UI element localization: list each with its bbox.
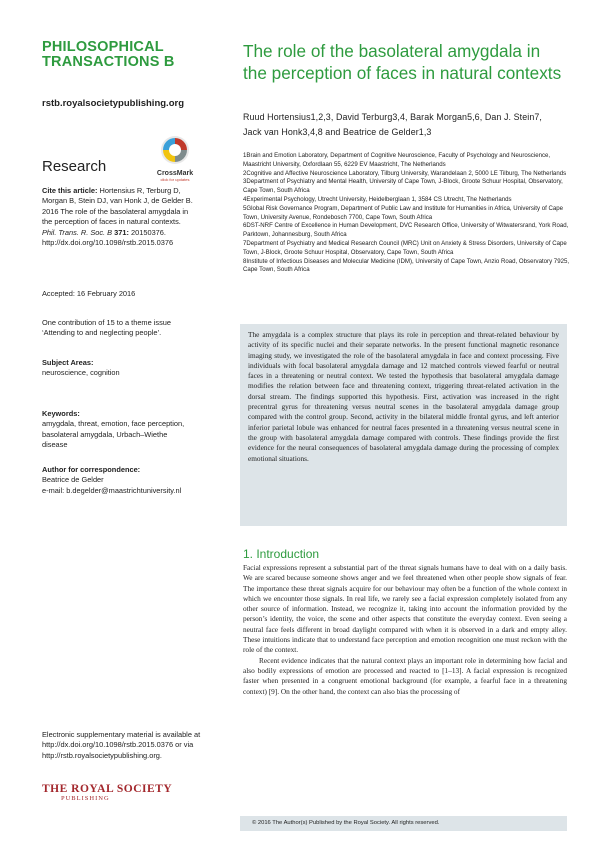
publisher-logo bbox=[42, 783, 202, 802]
crossmark-badge[interactable] bbox=[150, 135, 200, 181]
subject-areas-heading: Subject Areas: bbox=[42, 358, 94, 367]
subject-areas-text: neuroscience, cognition bbox=[42, 368, 120, 378]
copyright-text: © 2016 The Author(s) Published by the Royal Society. All rights reserved. bbox=[252, 820, 440, 826]
affiliation-item: 6DST-NRF Centre of Excellence in Human Development, DVC Research Office, University of Witwatersrand, York Road, Parktown, Johannesburg, South Africa bbox=[243, 222, 569, 239]
affiliation-item: 8Institute of Infectious Diseases and Molecular Medicine (IDM), University of Cape Town, Anzio Road, Observatory 7925, Cape Town, South Africa bbox=[243, 257, 570, 274]
affiliation-item: 2Cognitive and Affective Neuroscience Laboratory, Tilburg University, Warandelaan 2, 5000 LE Tilburg, The Netherlands bbox=[243, 169, 567, 177]
affiliation-item: 3Department of Psychiatry and Mental Health, University of Cape Town, J-Block, Groote Schuur Hospital, Observatory, Cape Town, South Africa bbox=[243, 178, 563, 195]
subject-areas bbox=[42, 358, 194, 379]
journal-name-line2: TRANSACTIONS B bbox=[42, 54, 175, 70]
correspondence bbox=[42, 465, 194, 496]
theme-issue-note: One contribution of 15 to a theme issue ‘Attending to and neglecting people’. bbox=[42, 318, 172, 338]
supplementary-note: Electronic supplementary material is available at http://dx.doi.org/10.1098/rstb.2015.0376 or via http://rstb.royalsocietypublishing.org. bbox=[42, 730, 201, 760]
section-heading: 1. Introduction bbox=[243, 547, 320, 561]
crossmark-sub: click for updates bbox=[160, 177, 190, 182]
accepted-date: Accepted: 16 February 2016 bbox=[42, 289, 136, 298]
section-label: Research bbox=[42, 158, 107, 175]
affiliation-item: 5Global Risk Governance Program, Department of Public Law and Institute for Humanities in Africa, University of Cape Town, University Avenue, Rondebosch 7700, Cape Town, South Africa bbox=[243, 204, 564, 221]
keywords bbox=[42, 409, 194, 451]
affiliations bbox=[243, 152, 573, 275]
author-list-line2: Jack van Honk3,4,8 and Beatrice de Gelder1,3 bbox=[243, 127, 432, 137]
journal-site-link[interactable]: rstb.royalsocietypublishing.org bbox=[42, 98, 184, 109]
publisher-line1: THE ROYAL SOCIETY bbox=[42, 783, 173, 795]
correspondence-heading: Author for correspondence: bbox=[42, 465, 141, 474]
keywords-heading: Keywords: bbox=[42, 409, 80, 418]
introduction-paragraph: Recent evidence indicates that the natural context plays an important role in determining how facial and also bodily expressions of emotion are processed and reacted to [1–13]. A facial expression is recognized faster when presented in a congruent emotional background (for example, a fearful face in a threatening context) [9]. On the other hand, the context can also bias the processing of bbox=[243, 655, 567, 696]
copyright-bar bbox=[240, 816, 567, 831]
affiliation-item: 4Experimental Psychology, Utrecht University, Heidelberglaan 1, 3584 CS Utrecht, The Netherlands bbox=[243, 195, 512, 203]
correspondence-email[interactable]: e-mail: b.degelder@maastrichtuniversity.nl bbox=[42, 485, 182, 495]
article-title: The role of the basolateral amygdala in the perception of faces in natural contexts bbox=[243, 41, 562, 83]
citation-block bbox=[42, 186, 194, 248]
journal-name bbox=[42, 40, 232, 70]
citation-heading: Cite this article: bbox=[42, 186, 98, 195]
author-list-line1: Ruud Hortensius1,2,3, David Terburg3,4, Barak Morgan5,6, Dan J. Stein7, bbox=[243, 112, 542, 122]
abstract-box bbox=[240, 324, 567, 526]
citation-volume: 371: bbox=[112, 227, 129, 237]
abstract-text: The amygdala is a complex structure that plays its role in perception and threat-related behaviour by activity of its specific nuclei and their separate networks. In the present functional magnetic resonance imaging study, we investigated the role of the basolateral amygdala in face and context processing. Five individuals with focal basolateral amygdala damage and 12 matched controls viewed fearful or neutral faces in a threatening or neutral context. We tested the hypothesis that basolateral amygdala damage modifies the relation between face and threatening context, triggering threat-related activation in the dorsal stream. The findings supported this hypothesis. First, activation was increased in the right precentral gyrus for threatening versus neutral scenes in the basolateral amygdala damage group compared with the control group. Second, activity in the bilateral middle frontal gyrus, and left anterior inferior parietal lobule was enhanced for neutral faces presented in a threatening versus neutral scene in the group with basolateral amygdala damage compared with controls. These findings provide the first evidence for the neural consequences of basolateral amygdala damage during the processing of complex emotional situations. bbox=[248, 330, 559, 463]
affiliation-item: 1Brain and Emotion Laboratory, Department of Cognitive Neuroscience, Faculty of Psychology and Neuroscience, Maastricht University, Oxfordlaan 55, 6229 EV Maastricht, The Netherlands bbox=[243, 152, 551, 168]
crossmark-icon bbox=[160, 135, 190, 165]
introduction-paragraph: Facial expressions represent a substantial part of the threat signals humans have to deal with on a daily basis. We are scared because someone shows anger and we feel threatened when other people show signals of fear. The importance these threat signals acquire for our behaviour may often be a function of the whole context in which we encounter those signals. In real life, we rarely see a facial expression completely isolated from any other source of information. Instead, we recognize it, taking into account the information provided by the person’s identity, the voice, the scene and other aspects that constitute the everyday context. Even seeing a neutral face feels different in broad daylight compared with when it is observed in a dark and empty alley. These intuitions indicate that to understand face perception and emotion recognition one must reckon with the role of the context. bbox=[243, 563, 567, 655]
citation-doi[interactable]: 20150376. http://dx.doi.org/10.1098/rstb.2015.0376 bbox=[42, 227, 174, 248]
correspondence-name: Beatrice de Gelder bbox=[42, 475, 104, 485]
introduction-body bbox=[243, 563, 567, 697]
citation-text: Hortensius R, Terburg D, Morgan B, Stein DJ, van Honk J, de Gelder B. 2016 The role of the basolateral amygdala in the perception of faces in natural contexts. bbox=[42, 186, 193, 227]
journal-name-line1: PHILOSOPHICAL bbox=[42, 39, 164, 55]
keywords-text: amygdala, threat, emotion, face perception, basolateral amygdala, Urbach–Wiethe disease bbox=[42, 419, 185, 450]
crossmark-label: CrossMark bbox=[156, 170, 194, 177]
author-list bbox=[243, 110, 573, 140]
affiliation-item: 7Department of Psychiatry and Medical Research Council (MRC) Unit on Anxiety & Stress Disorders, University of Cape Town, J-Block, Groote Schuur Hospital, Observatory, Cape Town, South Africa bbox=[243, 239, 567, 256]
citation-journal: Phil. Trans. R. Soc. B bbox=[42, 227, 113, 237]
publisher-line2: PUBLISHING bbox=[61, 795, 110, 802]
